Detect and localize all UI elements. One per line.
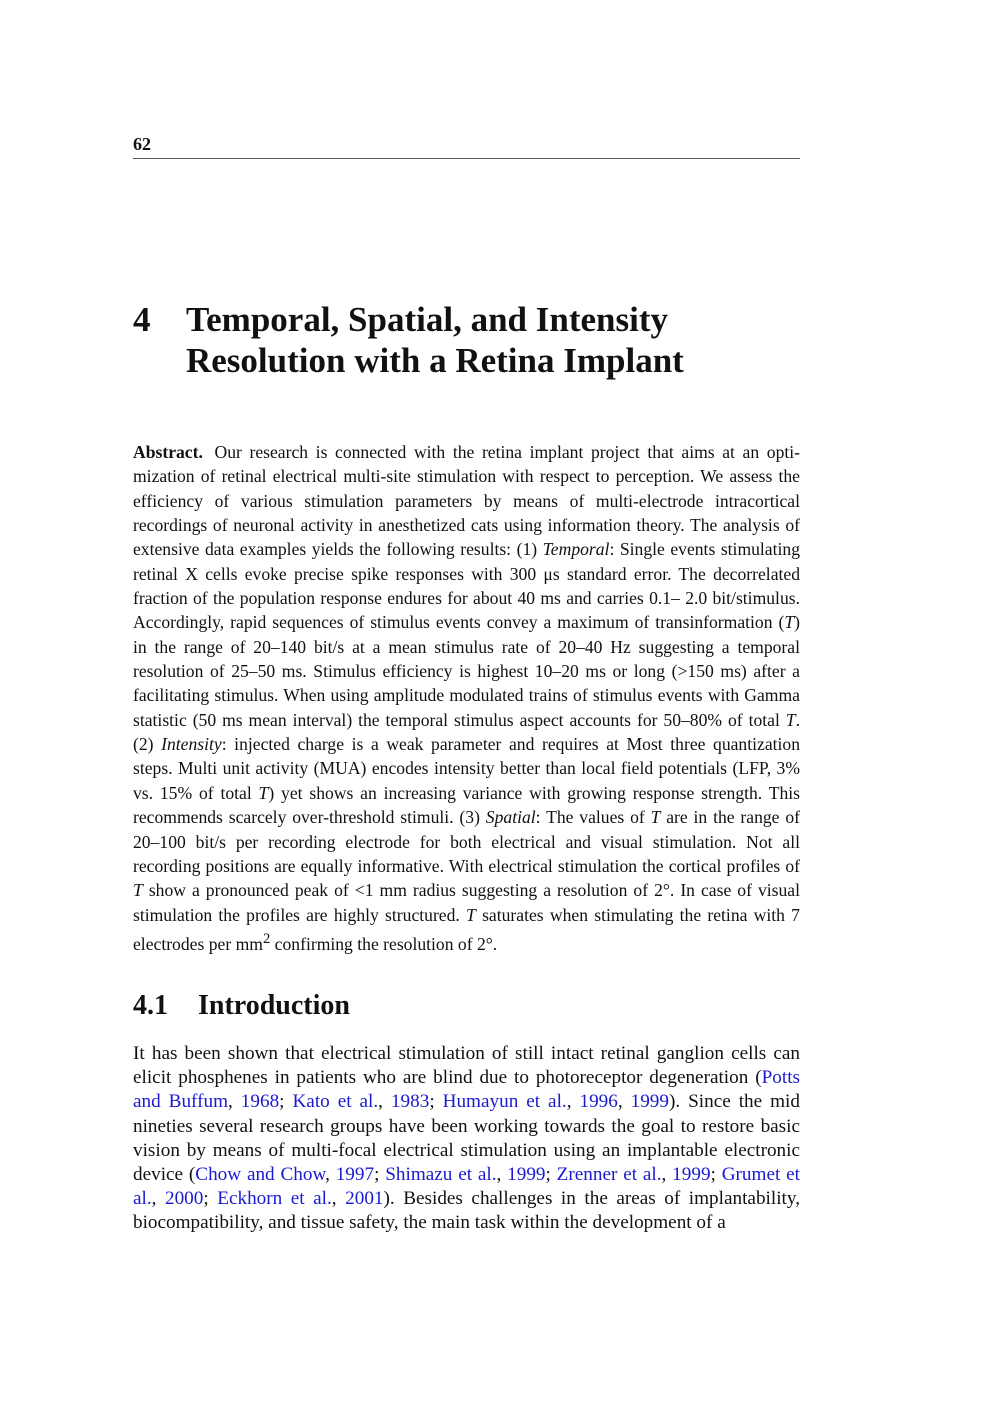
abstract-term-intensity: Intensity [161,734,222,755]
abstract-symbol-t: T [133,880,143,901]
abstract-text: ) in the range of 20–140 bit/s at a mean stimulus rate of 20–40 Hz suggesting a temporal resolution of 25–50 ms. Stimulus efficiency is highest 10–20 ms or long (>150 ms) after a facilitating stimulus. When using amplitude modulated trains of stimulus events with Gamma statistic (50 ms mean interval) the temporal stimulus aspect accounts for 50–80% of total [133,612,800,730]
abstract-term-spatial: Spatial [485,807,536,828]
chapter-title-text [186,299,684,381]
abstract-text: ) yet shows an increasing variance with growing response strength. This recommends scarcely over-threshold stimuli. (3) [133,782,800,828]
citation-year-link[interactable]: 1999 [630,1091,669,1113]
section-number: 4.1 [133,990,168,1021]
citation-year-link[interactable]: 1968 [240,1091,280,1113]
body-text: It has been shown that electrical stimulation of still intact retinal ganglion cells can elicit phosphenes in patients who are blind due to photoreceptor degeneration ( [133,1043,800,1089]
abstract-text: confirming the resolution of 2°. [270,933,498,954]
citation-year-link[interactable]: 1999 [672,1164,711,1186]
abstract-text: Our research is connected with the retina implant project that aims at an optimization of retinal electrical multi-site stimulation with respect to perception. We assess the efficiency of various stimulation parameters by means of multi-electrode intracortical recordings of neuronal activity in anesthetized cats using information theory. The analysis of extensive data examples yields the following results: (1) [133,442,801,560]
abstract-text: : injected charge is a weak parameter and requires at Most three quantization steps. Multi unit activity (MUA) encodes intensity better than local field potentials (LFP, 3% vs. 15% of total [133,734,800,803]
citation-year-link[interactable]: 1983 [390,1091,430,1113]
abstract-text: show a pronounced peak of <1 mm radius suggesting a resolution of 2°. In case of visual stimulation the profiles are highly structured. [133,880,800,925]
abstract-symbol-t: T [784,612,795,633]
section-title: Introduction [198,990,350,1021]
citation-link[interactable]: Eckhorn et al. [217,1188,332,1210]
citation-year-link[interactable]: 2000 [164,1188,204,1210]
citation-year-link[interactable]: 1996 [579,1091,618,1113]
abstract-symbol-t: T [258,782,269,803]
page-header [133,132,800,159]
abstract-symbol-t: T [785,709,796,730]
abstract [133,440,800,956]
abstract-text: : The values of [535,807,651,828]
page-number: 62 [133,134,151,154]
abstract-term-temporal: Temporal [542,539,610,560]
body-text: ). Since the mid nineties several research groups have been working towards the goal to restore basic vision by means of multi-focal electrical stimulation using an implantable electronic device ( [133,1091,800,1186]
citation-link[interactable]: Potts and Buffum [133,1067,800,1113]
abstract-text: : Single events stimulating retinal X cells evoke precise spike responses with 300 μs standard error. The decorrelated fraction of the population response endures for about 40 ms and carries 0.1– 2.0 bit/stimulus. Accordingly, rapid sequences of stimulus events convey a maximum of transinformation ( [133,539,800,633]
body-text: ). Besides challenges in the areas of implantability, biocompatibility, and tissue safety, the main task within the development of a [133,1188,801,1234]
chapter-title [133,299,800,381]
citation-link[interactable]: Shimazu et al. [385,1164,497,1186]
citation-link[interactable]: Kato et al. [292,1091,379,1113]
citation-link[interactable]: Chow and Chow [195,1164,326,1186]
abstract-symbol-t: T [466,904,476,925]
citation-link[interactable]: Zrenner et al. [556,1164,662,1186]
abstract-symbol-t: T [650,807,661,828]
citation-year-link[interactable]: 1999 [507,1164,546,1186]
introduction-paragraph: It has been shown that electrical stimulation of still intact retinal ganglion cells can elicit phosphenes in patients who are blind due to photoreceptor degeneration (Potts and Buffum, 1968; Kato et al., 1983; Humayun et al., 1996, 1999). Since the mid nineties several research groups have been working towards the goal to restore basic vision by means of multi-focal electrical stimulation using an implantable electronic device (Chow and Chow, 1997; Shimazu et al., 1999; Zrenner et al., 1999; Grumet et al., 2000; Eckhorn et al., 2001). Besides challenges in the areas of implantability, biocompatibility, and tissue safety, the main task within the development of a [133,1043,801,1234]
citation-year-link[interactable]: 1997 [335,1164,375,1186]
abstract-label: Abstract. [133,442,203,462]
abstract-text: . (2) [133,709,800,755]
abstract-text: are in the range of 20–100 bit/s per recording electrode for both electrical and visual stimulation. Not all recording positions are equally informative. With electrical stimulation the cortical profiles of [133,807,800,876]
section-heading [133,988,800,1024]
citation-year-link[interactable]: 2001 [345,1188,384,1210]
chapter-number: 4 [133,300,151,339]
chapter-title-line-1: Temporal, Spatial, and Intensity [186,300,669,339]
citation-link[interactable]: Grumet et al. [133,1164,800,1210]
citation-link[interactable]: Humayun et al. [442,1091,567,1113]
chapter-title-line-2: Resolution with a Retina Implant [186,341,684,380]
abstract-text: saturates when stimulating the retina with 7 electrodes per mm [133,904,800,954]
abstract-superscript: 2 [262,930,271,947]
